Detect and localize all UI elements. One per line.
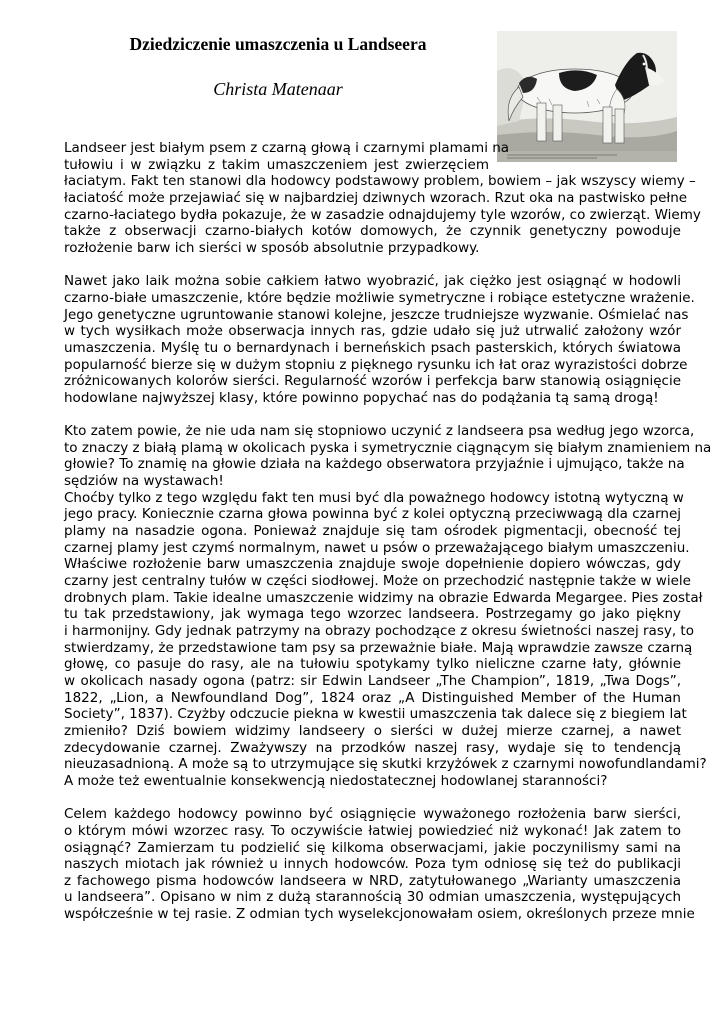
text-line: czarny jest centralny tułów w części siodłowej. Może on przechodzić następnie także w wiele (64, 573, 691, 590)
text-line: zmieniło? Dziś bowiem widzimy landseery o sierści w dużej mierze czarnej, a nawet (64, 722, 681, 739)
text-line: łaciatym. Fakt ten stanowi dla hodowcy podstawowy problem, bowiem – jak wszyscy wiemy – (64, 173, 696, 190)
text-line: o którym mówi wzorzec rasy. To oczywiście łatwiej powiedzieć niż wykonać! Jak zatem to (64, 822, 681, 839)
text-line: Landseer jest białym psem z czarną głową i czarnymi plamami na (64, 140, 510, 156)
text-line: 1822, „Lion, a Newfoundland Dog”, 1824 oraz „A Distinguished Member of the Human (64, 689, 681, 706)
text-line: Jego genetyczne ugruntowanie stanowi kolejne, jeszcze trudniejsze wyzwanie. Ośmielać nas (64, 306, 689, 323)
paragraph (64, 140, 701, 257)
text-line: współcześnie w tej rasie. Z odmian tych wyselekcjonowałam osiem, określonych przeze mnie (64, 906, 695, 923)
text-line: popularność bierze się w dużym stopniu z pięknego rysunku ich łat oraz wyrazistości dobrze (64, 356, 688, 373)
text-line: czarno-białe umaszczenie, które będzie możliwie symetryczne i robiące estetyczne wrażenie. (64, 289, 695, 306)
text-line: łaciatość może przejawiać się w najbardziej dziwnych wzorach. Rzut oka na pastwisko pełne (64, 189, 688, 206)
text-line: u landseera”. Opisano w nim z dużą starannością 30 odmian umaszczenia, występujących (64, 889, 681, 906)
document-title: Dziedziczenie umaszczenia u Landseera (129, 34, 427, 54)
body-text (64, 140, 712, 923)
text-line: nieuzasadnioną. A może są to utrzymujące się skutki krzyżówek z czarnymi nowofundlandami? (64, 756, 707, 773)
text-line: zdecydowanie czarnej. Zważywszy na przodków naszej rasy, wydaje się to tendencją (64, 739, 681, 756)
paragraph (64, 273, 695, 406)
text-line: drobnych plam. Takie idealne umaszczenie widzimy na obrazie Edwarda Megargee. Pies został (64, 589, 703, 606)
text-line: głowę, co pasuje do rasy, ale na tułowiu spotykamy tylko nieliczne czarne łaty, głównie (64, 656, 681, 673)
text-line: A może też ewentualnie konsekwencją niedostatecznej hodowlanej staranności? (64, 772, 608, 789)
text-line: głowie? To znamię na głowie działa na każdego obserwatora przyjaźnie i ujmująco, także na (64, 456, 685, 473)
text-line: hodowlane najwyższej klasy, które powinno popychać nas do podążania tą samą drogą! (64, 389, 659, 406)
text-line: w okolicach nasady ogona (patrz: sir Edwin Landseer „The Champion”, 1819, „Twa Dogs”, (64, 672, 681, 689)
text-line: zróżnicowanych kolorów sierści. Regularność wzorów i perfekcja barw stanowią osiągnięcie (64, 373, 681, 390)
text-line: Nawet jako laik można sobie całkiem łatwo wyobrazić, jak ciężko jest osiągnąć w hodowli (64, 273, 681, 290)
text-line: w tych wysiłkach może obserwacja innych ras, gdzie udało się już utrwalić założony wzór (64, 323, 681, 340)
paragraph (64, 489, 707, 790)
text-line: Celem każdego hodowcy powinno być osiągnięcie wyważonego rozłożenia barw sierści, (64, 806, 681, 823)
text-line: czarno-łaciatego bydła pokazuje, że w zasadzie odnajdujemy tyle wzorów, co zwierząt. Wiemy (64, 206, 701, 223)
text-line: jego pracy. Koniecznie czarna głowa powinna być z kolei optyczną przeciwwagą dla czarnej (64, 506, 681, 523)
text-line: stwierdzamy, że przedstawione tam psy sa przeważnie białe. Mają wprawdzie zawsze czarną (64, 639, 693, 656)
text-line: tułowiu i w związku z takim umaszczeniem jest zwierzęciem (64, 156, 489, 173)
text-line: sędziów na wystawach! (64, 473, 224, 490)
text-line: naszych miotach jak również u innych hodowców. Poza tym odniosę się też do publikacji (64, 856, 681, 873)
text-line: to znaczy z białą plamą w okolicach pyska i symetrycznie ciągnącym się białym znamieniem na (64, 439, 712, 456)
text-line: Właściwe rozłożenie barw umaszczenia znajduje swoje dopełnienie dopiero wówczas, gdy (64, 556, 681, 573)
text-line: plamy na nasadzie ogona. Ponieważ znajduje się tam ośrodek pigmentacji, obecność tej (64, 523, 681, 540)
text-line: także z obserwacji czarno-białych kotów domowych, że czynnik genetyczny powoduje (64, 223, 681, 240)
text-line: z fachowego pisma hodowców landseera w NRD, zatytułowanego „Warianty umaszczenia (64, 872, 681, 889)
author-name: Christa Matenaar (213, 79, 343, 99)
text-line: rozłożenie barw ich sierści w sposób absolutnie przypadkowy. (64, 239, 480, 256)
paragraph (64, 806, 695, 923)
text-line: tu tak przedstawiony, jak wymaga tego wzorzec landseera. Postrzegamy go jako piękny (64, 606, 681, 623)
text-line: Choćby tylko z tego względu fakt ten musi być dla poważnego hodowcy istotną wytyczną w (64, 489, 684, 506)
text-line: umaszczenia. Myślę tu o bernardynach i berneńskich psach pasterskich, których światowa (64, 339, 681, 356)
text-line: Kto zatem powie, że nie uda nam się stopniowo uczynić z landseera psa według jego wzorca, (64, 423, 695, 440)
text-line: czarnej plamy jest czymś normalnym, nawet u psów o przeważającego białym umaszczeniu. (64, 539, 690, 556)
text-line: Society”, 1837). Czyżby odczucie piekna w kwestii umaszczenia tak dalece się z biegiem lat (64, 706, 687, 723)
paragraph (64, 423, 712, 490)
text-line: osiągnąć? Zamierzam tu podzielić się kilkoma obserwacjami, jakie poczynilismy sami na (64, 839, 681, 856)
text-line: i harmonijny. Gdy jednak patrzymy na obrazy pochodzące z okresu świetności naszej rasy, to (64, 623, 694, 639)
